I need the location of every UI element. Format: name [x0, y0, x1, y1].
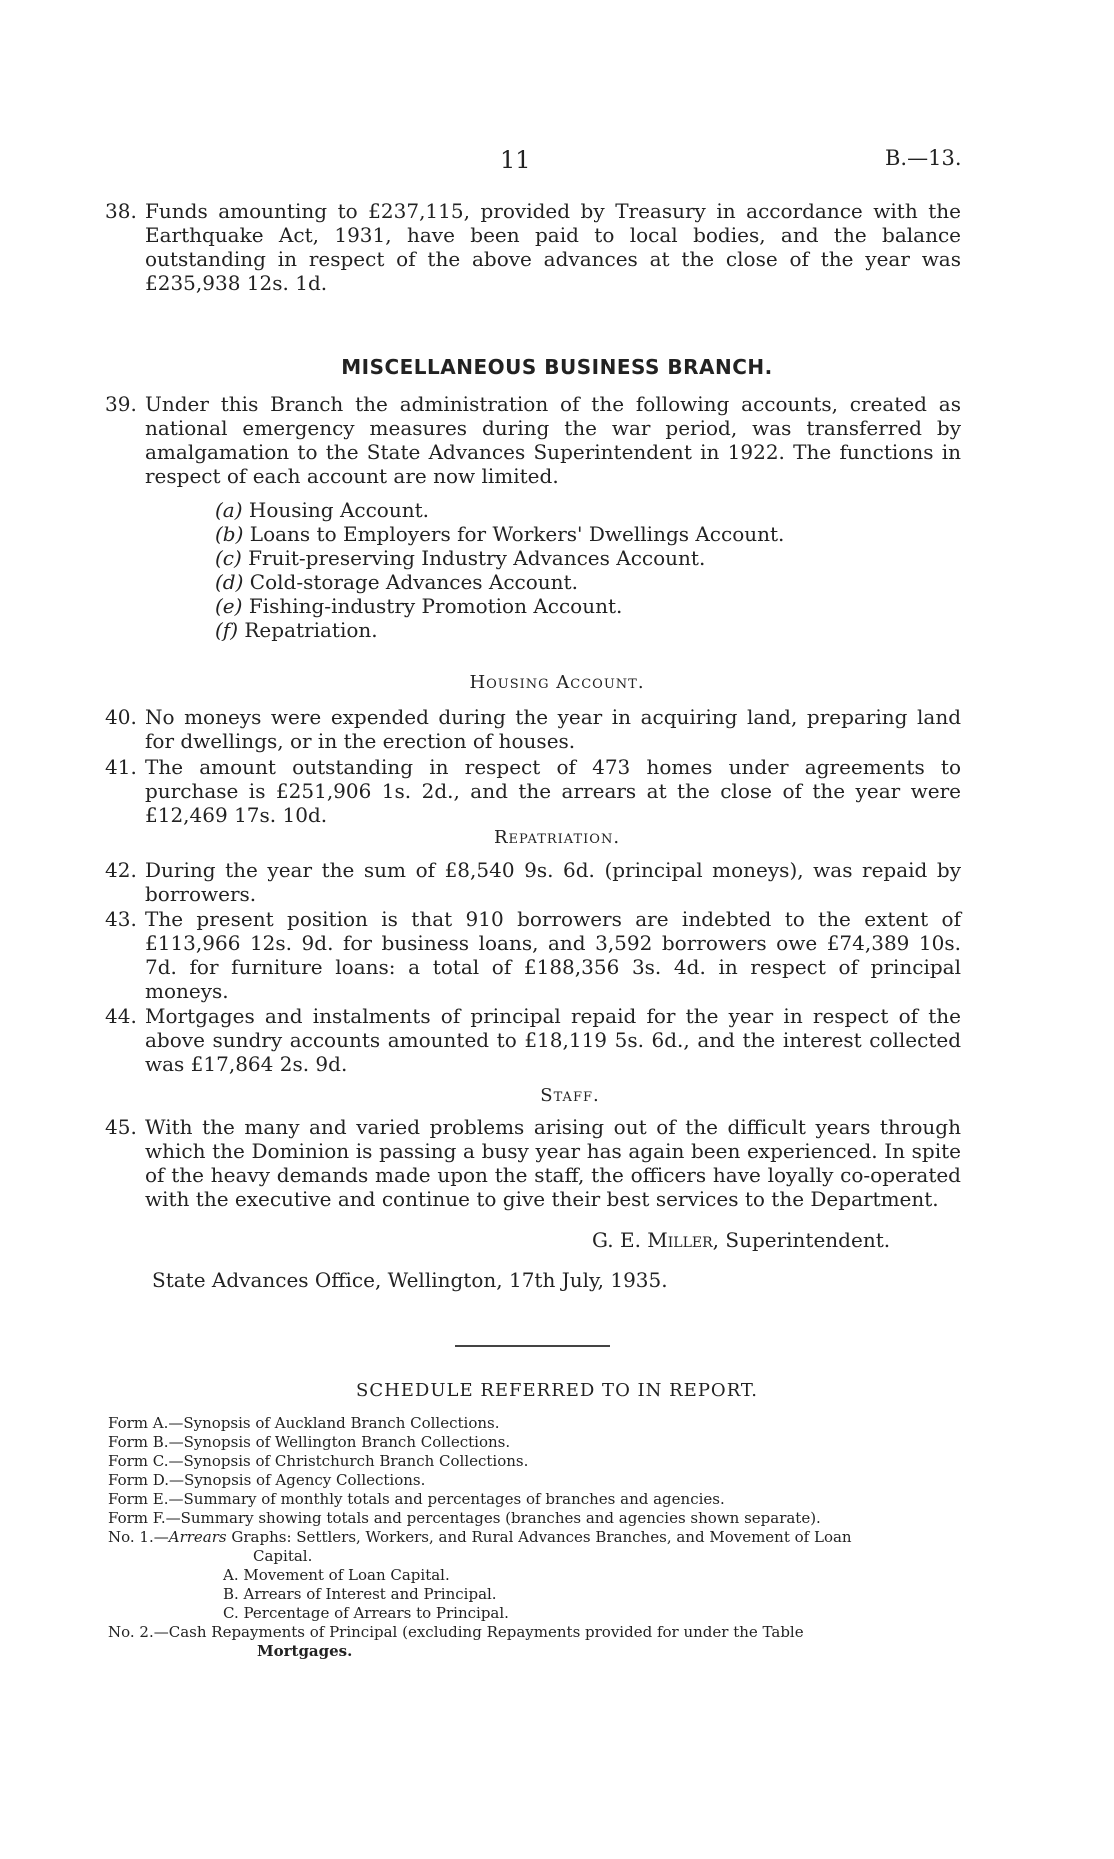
- paragraph-39: [105, 392, 961, 488]
- schedule-no1-continuation: Capital.: [253, 1547, 313, 1565]
- list-item-label: (e): [215, 594, 243, 618]
- list-item-text: Fruit-preserving Industry Advances Account.: [248, 546, 706, 570]
- list-item-label: (b): [215, 522, 244, 546]
- schedule-form: Form A.—Synopsis of Auckland Branch Collections.: [108, 1414, 500, 1432]
- paragraph-number: 39.: [105, 392, 137, 416]
- paragraph-number: 40.: [105, 705, 137, 729]
- paragraph-number: 41.: [105, 755, 137, 779]
- misc-branch-heading: MISCELLANEOUS BUSINESS BRANCH.: [341, 355, 773, 379]
- paragraph-number: 38.: [105, 199, 137, 223]
- list-item-label: (c): [215, 546, 242, 570]
- list-item: [215, 594, 784, 618]
- paragraph-number: 45.: [105, 1115, 137, 1139]
- paragraph-number: 42.: [105, 858, 137, 882]
- schedule-form: Form D.—Synopsis of Agency Collections.: [108, 1471, 426, 1489]
- list-item: [215, 618, 784, 642]
- accounts-list: [215, 498, 784, 642]
- signatory-title: , Superintendent.: [712, 1228, 891, 1252]
- list-item: [215, 570, 784, 594]
- staff-heading: Staff.: [540, 1085, 600, 1106]
- schedule-no2: No. 2.—Cash Repayments of Principal (excluding Repayments provided for under the Table: [108, 1623, 804, 1641]
- no1-italic: Arrears: [168, 1528, 227, 1546]
- list-item-label: (f): [215, 618, 239, 642]
- signatory-name: G. E. Miller: [592, 1228, 713, 1252]
- repatriation-heading: Repatriation.: [493, 827, 621, 848]
- schedule-form: Form E.—Summary of monthly totals and percentages of branches and agencies.: [108, 1490, 725, 1508]
- list-item-label: (d): [215, 570, 244, 594]
- paragraph-41: [105, 755, 961, 827]
- paragraph-text: The amount outstanding in respect of 473 homes under agreements to purchase is £251,906 1s. 2d., and the arrears at the close of the year were £12,469 17s. 10d.: [145, 755, 961, 827]
- paragraph-text: With the many and varied problems arising out of the difficult years through which the Dominion is passing a busy year has again been experienced. In spite of the heavy demands made upon the staff, the officers have loyally co-operated with the executive and continue to give their best services to the Department.: [145, 1115, 961, 1211]
- no1-prefix: No. 1.—: [108, 1528, 169, 1546]
- schedule-form: Form C.—Synopsis of Christchurch Branch Collections.: [108, 1452, 529, 1470]
- list-item: [215, 546, 784, 570]
- schedule-no1: [108, 1528, 963, 1547]
- schedule-list: [108, 1414, 963, 1661]
- paragraph-text: Funds amounting to £237,115, provided by Treasury in accordance with the Earthquake Act, 1931, have been paid to local bodies, and the balance outstanding in respect of the above advances at the close of the year was £235,938 12s. 1d.: [145, 199, 961, 295]
- schedule-form: Form B.—Synopsis of Wellington Branch Collections.: [108, 1433, 511, 1451]
- list-item-text: Fishing-industry Promotion Account.: [248, 594, 623, 618]
- list-item-text: Cold-storage Advances Account.: [249, 570, 578, 594]
- list-item: [215, 498, 784, 522]
- list-item-text: Housing Account.: [248, 498, 429, 522]
- paragraph-number: 44.: [105, 1004, 137, 1028]
- paragraph-number: 43.: [105, 907, 137, 931]
- schedule-title: SCHEDULE REFERRED TO IN REPORT.: [355, 1380, 759, 1401]
- paragraph-text: During the year the sum of £8,540 9s. 6d. (principal moneys), was repaid by borrowers.: [145, 858, 961, 906]
- paragraph-40: [105, 705, 961, 753]
- paragraph-43: [105, 907, 961, 1003]
- paragraph-42: [105, 858, 961, 906]
- paragraph-text: Mortgages and instalments of principal repaid for the year in respect of the above sundry accounts amounted to £18,119 5s. 6d., and the interest collected was £17,864 2s. 9d.: [145, 1004, 961, 1076]
- paragraph-text: Under this Branch the administration of the following accounts, created as national emergency measures during the war period, was transferred by amalgamation to the State Advances Superintendent in 1922. The functions in respect of each account are now limited.: [145, 392, 961, 488]
- page-code: B.—13.: [885, 146, 962, 170]
- list-item-label: (a): [215, 498, 243, 522]
- paragraph-44: [105, 1004, 961, 1076]
- paragraph-text: No moneys were expended during the year in acquiring land, preparing land for dwellings, or in the erection of houses.: [145, 705, 961, 753]
- schedule-no1-item: C. Percentage of Arrears to Principal.: [223, 1604, 509, 1622]
- schedule-no1-item: A. Movement of Loan Capital.: [223, 1566, 450, 1584]
- list-item: [215, 522, 784, 546]
- office-line: State Advances Office, Wellington, 17th July, 1935.: [152, 1268, 668, 1292]
- paragraph-38: [105, 199, 961, 295]
- paragraph-45: [105, 1115, 961, 1211]
- paragraph-text: The present position is that 910 borrowers are indebted to the extent of £113,966 12s. 9d. for business loans, and 3,592 borrowers owe £74,389 10s. 7d. for furniture loans: a total of £188,356 3s. 4d. in respect of principal moneys.: [145, 907, 961, 1003]
- signature: [592, 1228, 890, 1252]
- no1-rest: Graphs: Settlers, Workers, and Rural Advances Branches, and Movement of Loan: [226, 1528, 852, 1546]
- schedule-no1-item: B. Arrears of Interest and Principal.: [223, 1585, 497, 1603]
- page-number: 11: [500, 146, 531, 174]
- schedule-form: Form F.—Summary showing totals and percentages (branches and agencies shown separate).: [108, 1509, 821, 1527]
- housing-account-heading: Housing Account.: [469, 672, 645, 693]
- list-item-text: Repatriation.: [244, 618, 378, 642]
- list-item-text: Loans to Employers for Workers' Dwellings Account.: [249, 522, 785, 546]
- divider: [455, 1345, 610, 1347]
- schedule-no2-continuation: Mortgages.: [257, 1642, 353, 1660]
